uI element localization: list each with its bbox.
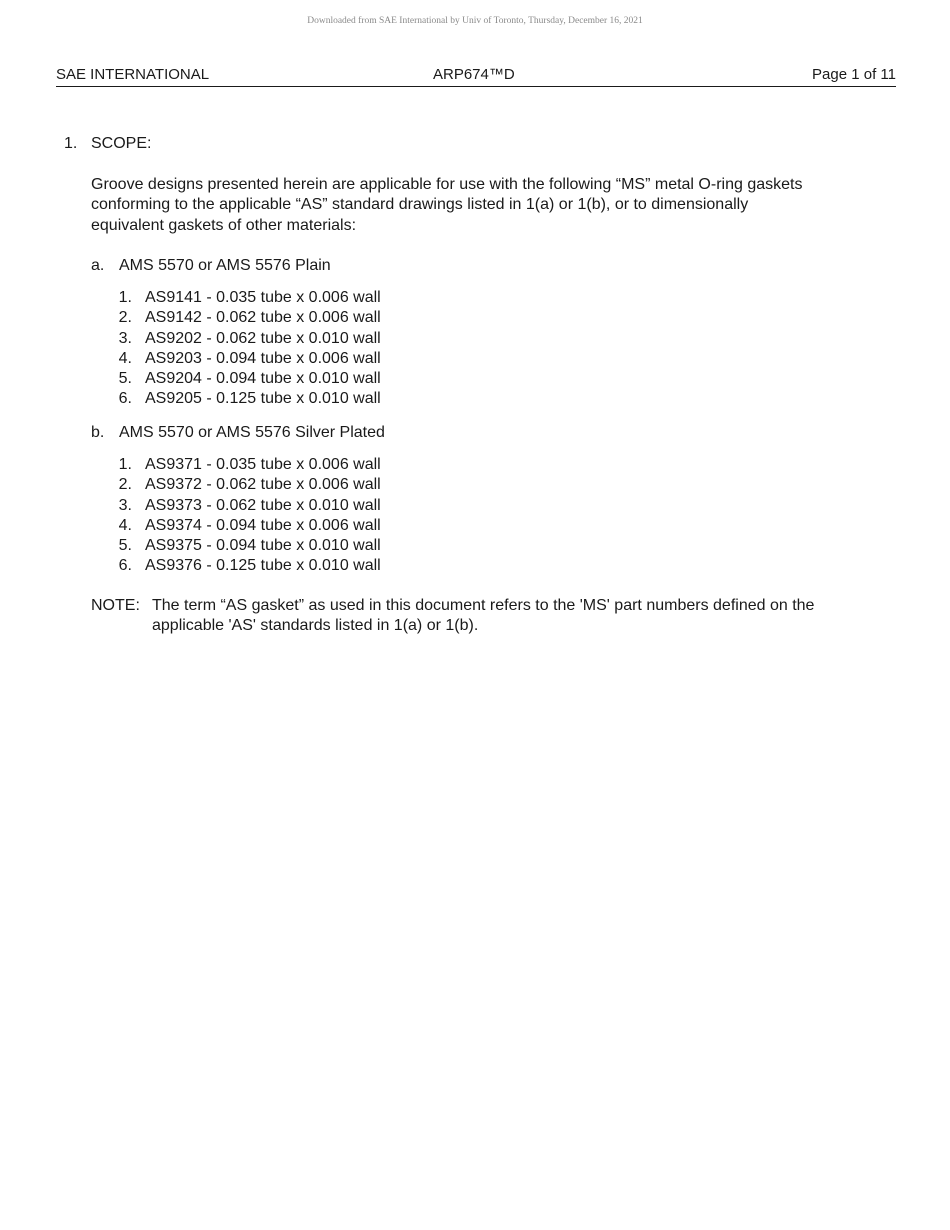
header-document-id: ARP674™D (433, 66, 515, 83)
download-watermark: Downloaded from SAE International by Univ of Toronto, Thursday, December 16, 2021 (307, 16, 643, 26)
subsection-a-letter: a. (91, 257, 105, 274)
note-text (152, 596, 892, 637)
subsection-b-title: AMS 5570 or AMS 5576 Silver Plated (119, 424, 385, 441)
section-title: SCOPE: (91, 135, 152, 152)
page-header (56, 66, 896, 87)
paragraph-line: conforming to the applicable “AS” standard drawings listed in 1(a) or 1(b), or to dimensionally (91, 196, 749, 214)
scope-paragraph (91, 175, 881, 236)
subsection-b-letter: b. (91, 424, 105, 441)
subsection-a-title: AMS 5570 or AMS 5576 Plain (119, 257, 331, 274)
section-number: 1. (64, 135, 78, 152)
paragraph-line: equivalent gaskets of other materials: (91, 216, 357, 234)
note-label: NOTE: (91, 597, 140, 614)
note-line: applicable 'AS' standards listed in 1(a) or 1(b). (152, 617, 479, 635)
paragraph-line: Groove designs presented herein are applicable for use with the following “MS” metal O-ring gaskets (91, 176, 803, 193)
header-page-number: Page 1 of 11 (812, 66, 896, 83)
note-line: The term “AS gasket” as used in this document refers to the 'MS' part numbers defined on the (152, 597, 815, 614)
header-organization: SAE INTERNATIONAL (56, 66, 210, 83)
